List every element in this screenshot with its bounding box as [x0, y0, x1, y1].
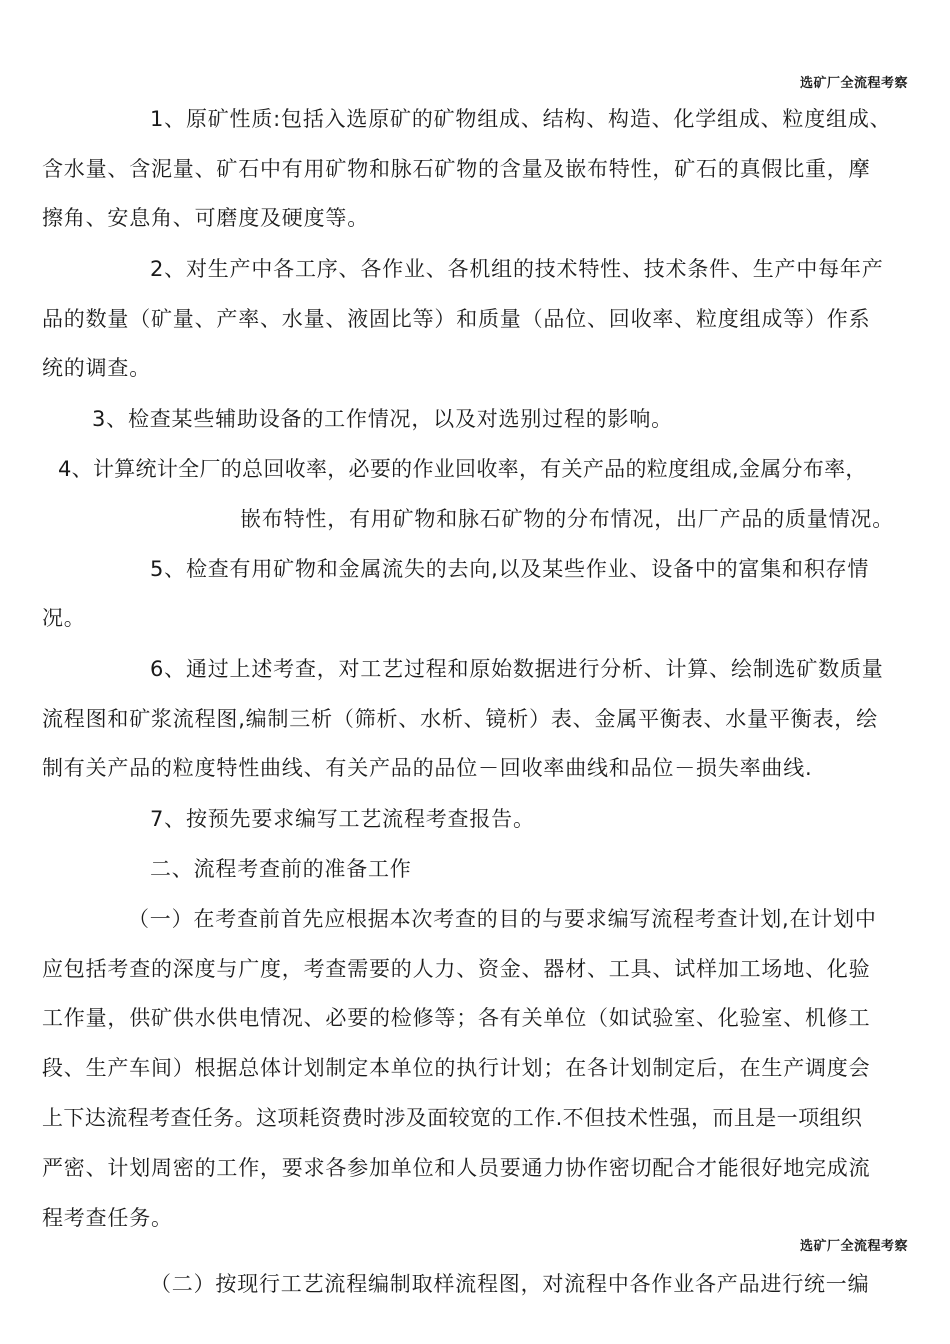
paragraph-line: 4、计算统计全厂的总回收率，必要的作业回收率，有关产品的粒度组成,金属分布率，: [58, 457, 867, 481]
paragraph-line: 5、检查有用矿物和金属流失的去向,以及某些作业、设备中的富集和积存情: [150, 557, 870, 581]
paragraph-line: 段、生产车间）根据总体计划制定本单位的执行计划；在各计划制定后，在生产调度会: [42, 1056, 871, 1080]
paragraph-line: 程考查任务。: [42, 1206, 173, 1230]
paragraph-line: 品的数量（矿量、产率、水量、液固比等）和质量（品位、回收率、粒度组成等）作系: [42, 307, 871, 331]
paragraph-line: 6、通过上述考查，对工艺过程和原始数据进行分析、计算、绘制选矿数质量: [150, 657, 884, 681]
paragraph-line: 嵌布特性，有用矿物和脉石矿物的分布情况，出厂产品的质量情况。: [240, 507, 894, 531]
section-heading: 二、流程考查前的准备工作: [150, 857, 412, 881]
paragraph-line: 流程图和矿浆流程图,编制三析（筛析、水析、镜析）表、金属平衡表、水量平衡表，绘: [42, 707, 878, 731]
paragraph-line: 3、检查某些辅助设备的工作情况，以及对选别过程的影响。: [92, 407, 673, 431]
page-header-middle: 选矿厂全流程考察: [799, 1239, 908, 1254]
paragraph-line: 上下达流程考查任务。这项耗资费时涉及面较宽的工作.不但技术性强，而且是一项组织: [42, 1106, 863, 1130]
paragraph-line: 工作量，供矿供水供电情况、必要的检修等；各有关单位（如试验室、化验室、机修工: [42, 1006, 871, 1030]
paragraph-line: 含水量、含泥量、矿石中有用矿物和脉石矿物的含量及嵌布特性，矿石的真假比重，摩: [42, 157, 871, 181]
paragraph-line: 1、原矿性质:包括入选原矿的矿物组成、结构、构造、化学组成、粒度组成、: [150, 107, 892, 131]
paragraph-line: 2、对生产中各工序、各作业、各机组的技术特性、技术条件、生产中每年产: [150, 257, 884, 281]
paragraph-line: 严密、计划周密的工作，要求各参加单位和人员要通力协作密切配合才能很好地完成流: [42, 1156, 871, 1180]
paragraph-line: 7、按预先要求编写工艺流程考查报告。: [150, 807, 535, 831]
page-header-top: 选矿厂全流程考察: [799, 76, 908, 91]
paragraph-line: （二）按现行工艺流程编制取样流程图，对流程中各作业各产品进行统一编: [150, 1272, 870, 1296]
paragraph-line: 制有关产品的粒度特性曲线、有关产品的品位－回收率曲线和品位－损失率曲线.: [42, 756, 813, 780]
paragraph-line: 统的调查。: [42, 356, 151, 380]
paragraph-line: （一）在考查前首先应根据本次考查的目的与要求编写流程考查计划,在计划中: [128, 907, 877, 931]
paragraph-line: 况。: [42, 606, 86, 630]
paragraph-line: 擦角、安息角、可磨度及硬度等。: [42, 206, 369, 230]
paragraph-line: 应包括考查的深度与广度，考查需要的人力、资金、器材、工具、试样加工场地、化验: [42, 957, 871, 981]
